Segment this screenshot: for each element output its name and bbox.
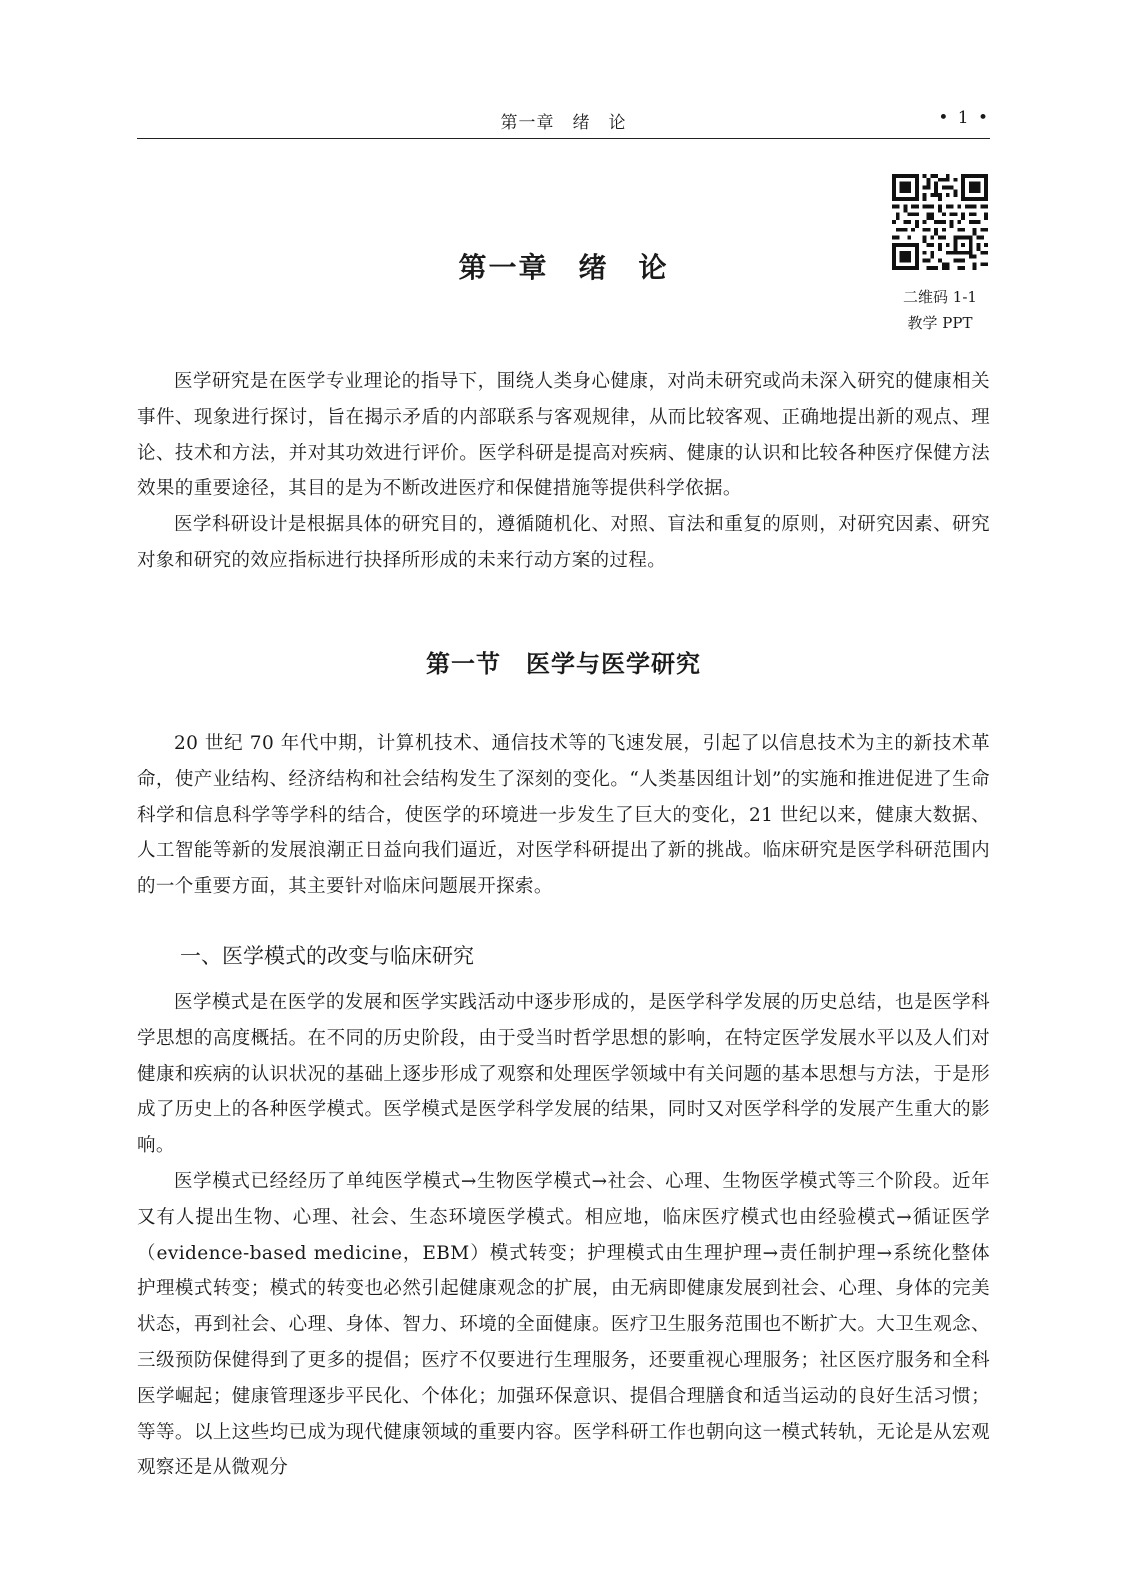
section-text — [137, 726, 990, 905]
subsection-title: 一、医学模式的改变与临床研究 — [180, 944, 474, 968]
qr-caption — [890, 284, 990, 336]
paragraph: 医学模式已经经历了单纯医学模式→生物医学模式→社会、心理、生物医学模式等三个阶段。近年又有人提出生物、心理、社会、生态环境医学模式。相应地，临床医疗模式也由经验模式→循证医学（evidence-based medicine，EBM）模式转变；护理模式由生理护理→责任制护理→系统化整体护理模式转变；模式的转变也必然引起健康观念的扩展，由无病即健康发展到社会、心理、身体的完美状态，再到社会、心理、身体、智力、环境的全面健康。医疗卫生服务范围也不断扩大。大卫生观念、三级预防保健得到了更多的提倡；医疗不仅要进行生理服务，还要重视心理服务；社区医疗服务和全科医学崛起；健康管理逐步平民化、个体化；加强环保意识、提倡合理膳食和适当运动的良好生活习惯；等等。以上这些均已成为现代健康领域的重要内容。医学科研工作也朝向这一模式转轨，无论是从宏观观察还是从微观分 — [137, 1170, 990, 1479]
subsection-text — [137, 985, 990, 1486]
running-title: 第一章 绪 论 — [500, 113, 627, 133]
paragraph: 20 世纪 70 年代中期，计算机技术、通信技术等的飞速发展，引起了以信息技术为主的新技术革命，使产业结构、经济结构和社会结构发生了深刻的变化。“人类基因组计划”的实施和推进促进了生命科学和信息科学等学科的结合，使医学的环境进一步发生了巨大的变化，21 世纪以来，健康大数据、人工智能等新的发展浪潮正日益向我们逼近，对医学科研提出了新的挑战。临床研究是医学科研范围内的一个重要方面，其主要针对临床问题展开探索。 — [137, 733, 990, 898]
paragraph: 医学研究是在医学专业理论的指导下，围绕人类身心健康，对尚未研究或尚未深入研究的健康相关事件、现象进行探讨，旨在揭示矛盾的内部联系与客观规律，从而比较客观、正确地提出新的观点、理论、技术和方法，并对其功效进行评价。医学科研是提高对疾病、健康的认识和比较各种医疗保健方法效果的重要途径，其目的是为不断改进医疗和保健措施等提供科学依据。 — [137, 371, 990, 500]
page-number: • 1 • — [938, 108, 990, 128]
chapter-title: 第一章 绪 论 — [458, 251, 669, 284]
intro-text — [137, 364, 990, 579]
paragraph: 医学科研设计是根据具体的研究目的，遵循随机化、对照、盲法和重复的原则，对研究因素、研究对象和研究的效应指标进行抉择所形成的未来行动方案的过程。 — [137, 514, 990, 571]
page-header — [137, 104, 990, 139]
paragraph: 医学模式是在医学的发展和医学实践活动中逐步形成的，是医学科学发展的历史总结，也是医学科学思想的高度概括。在不同的历史阶段，由于受当时哲学思想的影响，在特定医学发展水平以及人们对健康和疾病的认识状况的基础上逐步形成了观察和处理医学领域中有关问题的基本思想与方法，于是形成了历史上的各种医学模式。医学模式是医学科学发展的结果，同时又对医学科学的发展产生重大的影响。 — [137, 992, 990, 1157]
section-title: 第一节 医学与医学研究 — [426, 650, 701, 678]
qr-caption-code: 二维码 1-1 — [903, 288, 977, 306]
qr-caption-label: 教学 PPT — [907, 314, 973, 332]
